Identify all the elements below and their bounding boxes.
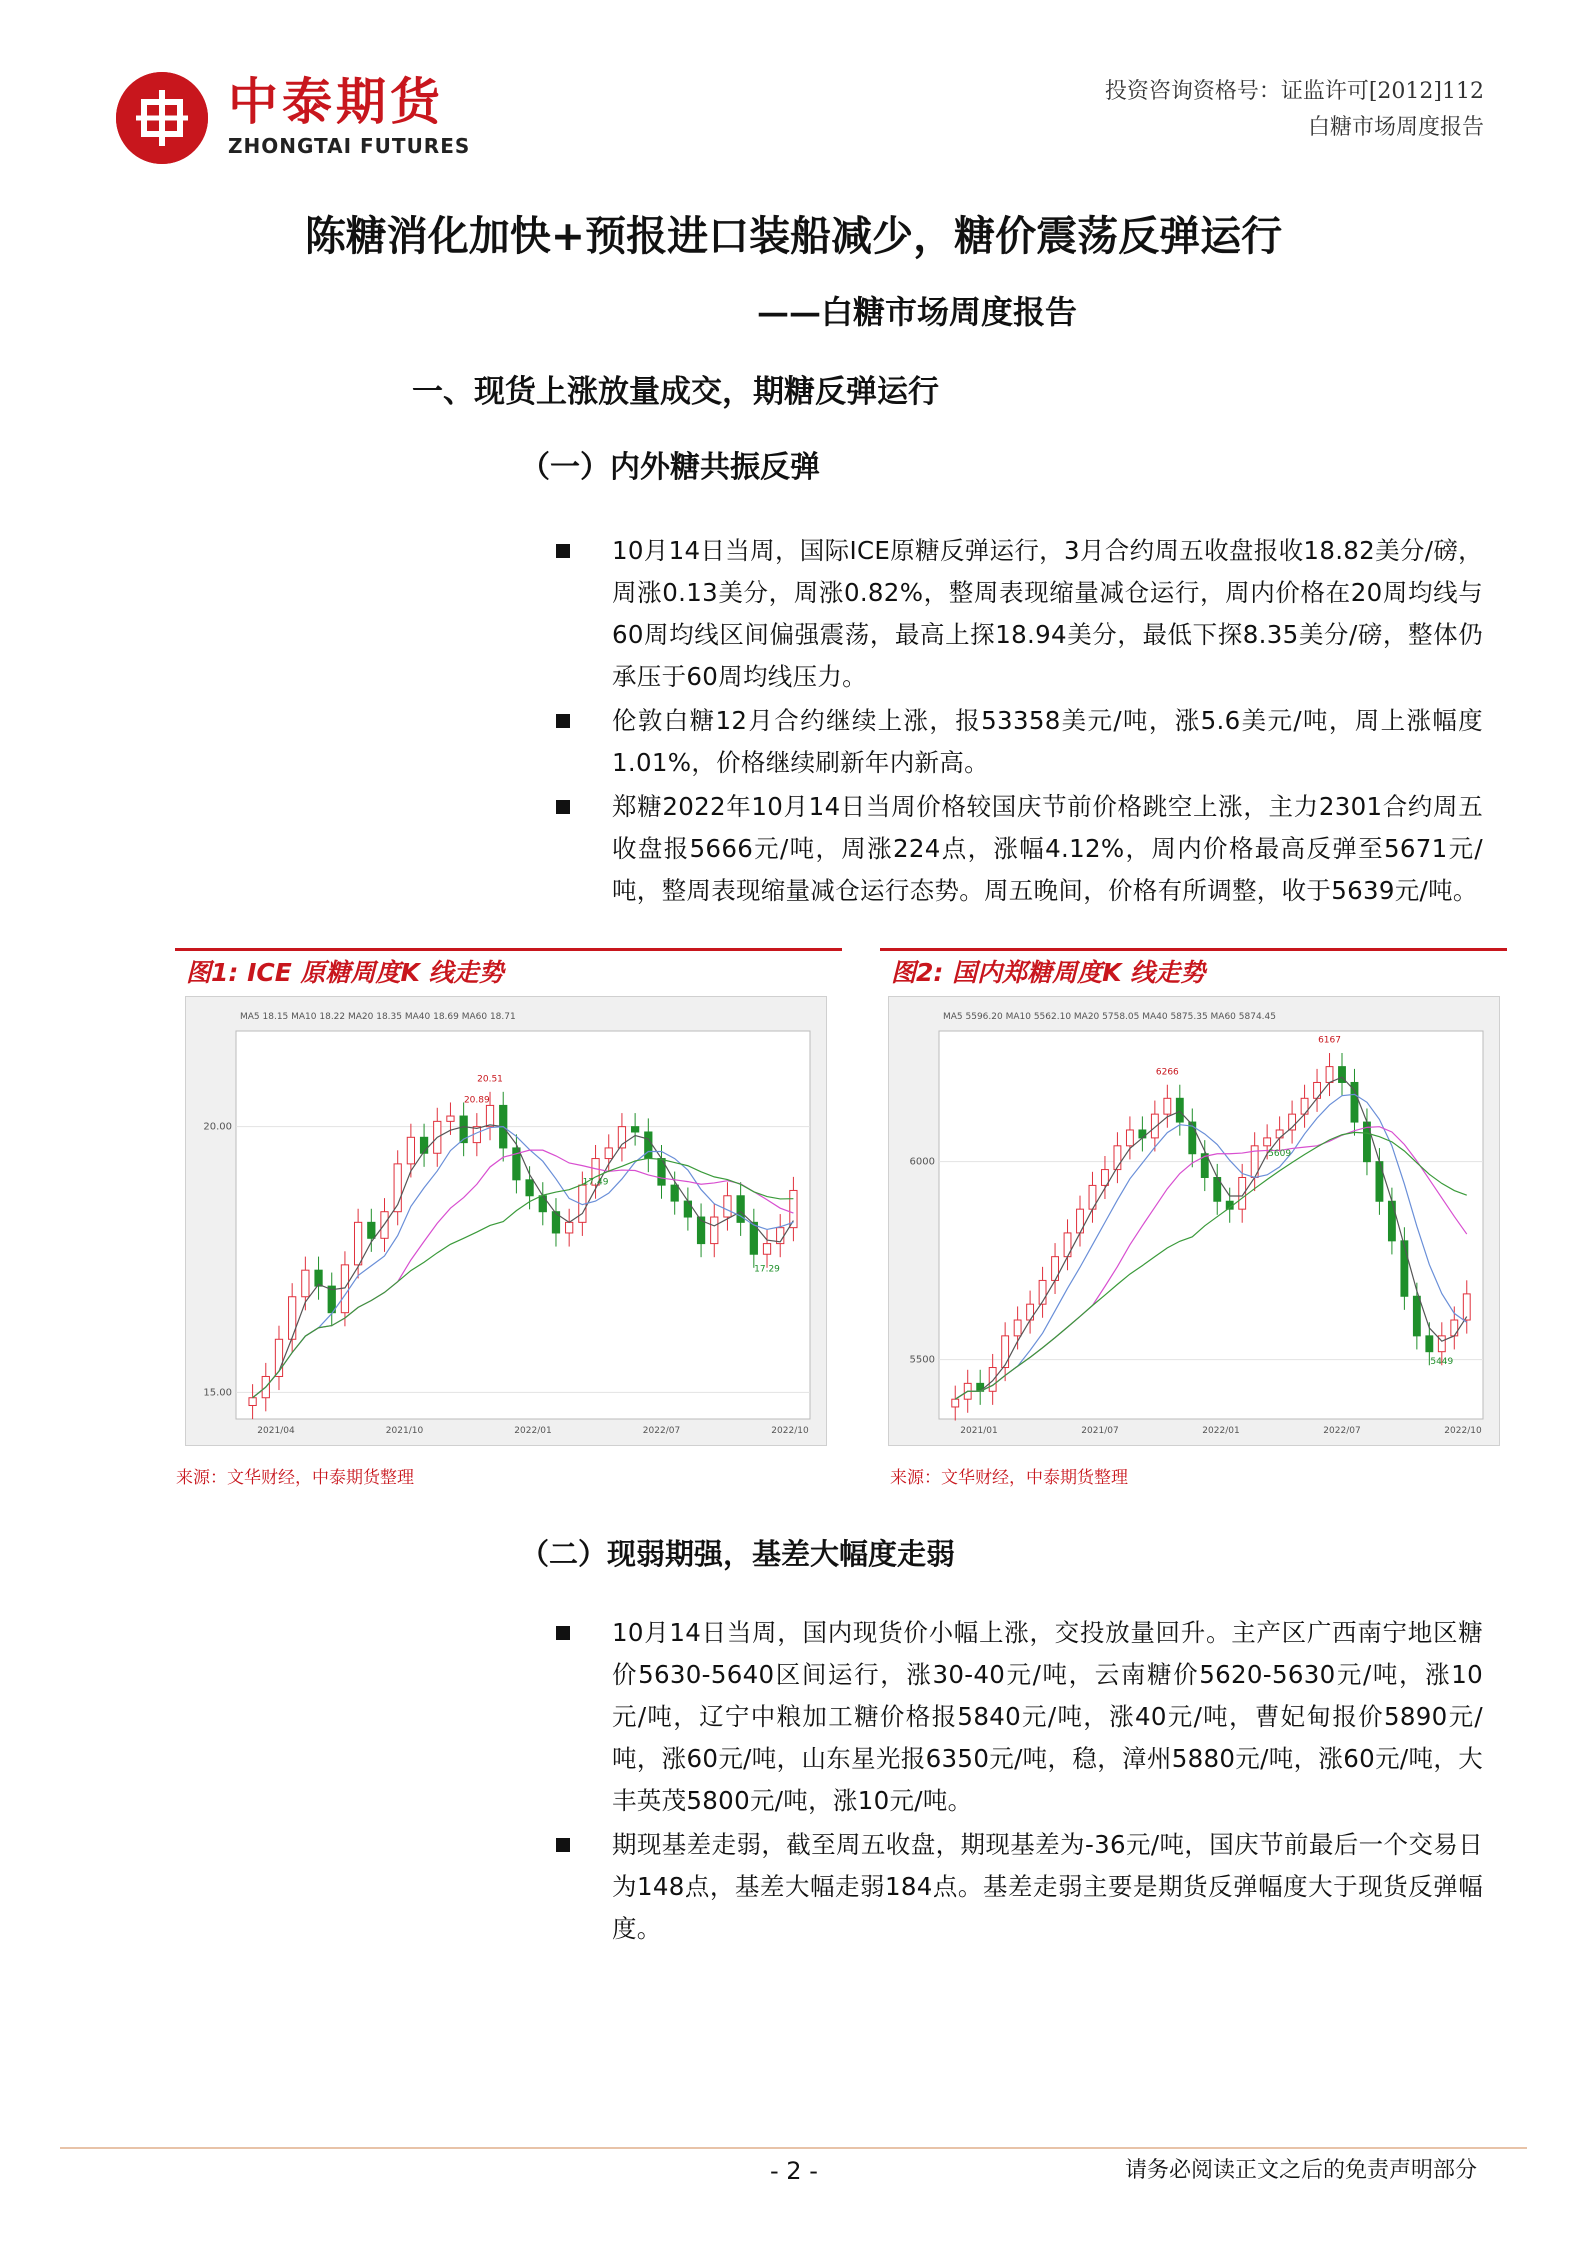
candle [952,1399,959,1407]
candle [1164,1098,1171,1114]
plot-area [939,1031,1483,1419]
figure-1-chart [185,996,827,1446]
header-info [1105,74,1484,146]
candle [724,1196,731,1217]
footer-rule [60,2147,1527,2149]
candle [1326,1067,1333,1083]
candle [989,1368,996,1392]
chart-legend: MA5 5596.20 MA10 5562.10 MA20 5758.05 MA40 5875.35 MA60 5874.45 [943,1012,1276,1022]
candle [790,1190,797,1227]
x-tick-label: 2022/10 [1444,1426,1482,1436]
bullet-square-icon [556,1626,570,1640]
bullet-square-icon [556,714,570,728]
candle [249,1398,256,1406]
figure-1-caption: 图1: ICE 原糖周度K 线走势 [186,958,504,987]
candle [526,1180,533,1196]
plot-area [236,1031,810,1419]
x-tick-label: 2021/01 [960,1426,998,1436]
x-tick-label: 2022/01 [514,1426,552,1436]
page-number: - 2 - [770,2157,818,2185]
figure-2-source: 来源：文华财经，中泰期货整理 [890,1468,1128,1488]
disclaimer-note: 请务必阅读正文之后的免责声明部分 [1124,2158,1477,2183]
bullet-list-2 [556,1612,1483,1950]
candle [631,1127,638,1132]
bullet-square-icon [556,544,570,558]
figure-2-caption: 图2: 国内郑糖周度K 线走势 [891,958,1206,987]
candle [711,1217,718,1244]
figure-2-chart [888,996,1500,1446]
y-tick-label: 6000 [909,1156,935,1168]
x-tick-label: 2021/04 [257,1426,295,1436]
candle [1463,1294,1470,1320]
candle [1176,1098,1183,1122]
report-name: 白糖市场周度报告 [1307,115,1484,140]
page-title: 陈糖消化加快+预报进口装船减少，糖价震荡反弹运行 [304,212,1283,260]
list-item: 郑糖2022年10月14日当周价格较国庆节前价格跳空上涨，主力2301合约周五收盘报5666元/吨，周涨224点，涨幅4.12%，周内价格最高反弹至5671元/吨，整周表现缩量减仓运行态势。周五晚间，价格有所调整，收于5639元/吨。 [556,786,1483,912]
candle [1426,1336,1433,1352]
x-tick-label: 2022/07 [1323,1426,1361,1436]
logo-mark-icon [116,72,208,164]
bullet-square-icon [556,1838,570,1852]
figure-1-rule [175,948,842,951]
candle [407,1137,414,1164]
figure-2-rule [880,948,1507,951]
price-annotation: 6167 [1318,1035,1341,1046]
x-tick-label: 2021/10 [385,1426,424,1436]
price-annotation: 17.29 [754,1264,780,1275]
company-logo [116,68,476,168]
page-subtitle: ——白糖市场周度报告 [757,293,1078,331]
price-annotation: 5609 [1268,1148,1292,1159]
section-heading: 一、现货上涨放量成交，期糖反弹运行 [412,374,939,410]
candle [1189,1122,1196,1154]
candle [763,1244,770,1255]
candle [1264,1138,1271,1146]
candle [671,1185,678,1201]
bullet-list-1 [556,530,1483,912]
candle [368,1222,375,1238]
figure-1-source: 来源：文华财经，中泰期货整理 [176,1468,414,1488]
y-tick-label: 15.00 [203,1387,232,1399]
list-item: 10月14日当周，国际ICE原糖反弹运行，3月合约周五收盘报收18.82美分/磅，周涨0.13美分，周涨0.82%，整周表现缩量减仓运行，周内价格在20周均线与60周均线区间偏强震荡，最高上探18.94美分，最低下探8.35美分/磅，整体仍承压于60周均线压力。 [556,530,1483,698]
zce-sugar-kline-chart [889,997,1499,1445]
candle [645,1132,652,1159]
subsection-heading-1: （一）内外糖共振反弹 [520,450,820,485]
y-tick-label: 5500 [909,1354,935,1366]
candle [354,1222,361,1265]
candle [289,1297,296,1340]
candle [1401,1241,1408,1296]
price-annotation: 20.89 [463,1095,490,1106]
logo-chinese-name: 中泰期货 [228,73,444,131]
subsection-heading-2: （二）现弱期强，基差大幅度走弱 [520,1537,956,1571]
x-tick-label: 2022/01 [1202,1426,1240,1436]
candle [302,1270,309,1297]
list-item: 伦敦白糖12月合约继续上涨，报53358美元/吨，涨5.6美元/吨，周上涨幅度1.01%，价格继续刷新年内新高。 [556,700,1483,784]
candle [447,1116,454,1121]
candle [1139,1130,1146,1138]
list-item: 10月14日当周，国内现货价小幅上涨，交投放量回升。主产区广西南宁地区糖价5630-5640区间运行，涨30-40元/吨，云南糖价5620-5630元/吨，涨10元/吨，辽宁中粮加工糖价格报5840元/吨，涨40元/吨，曹妃甸报价5890元/吨，涨60元/吨，山东星光报6350元/吨，稳，漳州5880元/吨，涨60元/吨，大丰英茂5800元/吨，涨10元/吨。 [556,1612,1483,1822]
logo-english-name: ZHONGTAI FUTURES [228,134,471,158]
candle [684,1201,691,1217]
candle [486,1105,493,1126]
candle [605,1148,612,1159]
chart-legend: MA5 18.15 MA10 18.22 MA20 18.35 MA40 18.69 MA60 18.71 [240,1012,516,1022]
candle [1002,1336,1009,1368]
price-annotation: 6266 [1155,1067,1179,1078]
candle [1451,1320,1458,1336]
candle [1027,1304,1034,1320]
license-number: 投资咨询资格号：证监许可[2012]112 [1104,79,1484,104]
bullet-square-icon [556,800,570,814]
candle [1014,1320,1021,1336]
list-item: 期现基差走弱，截至周五收盘，期现基差为-36元/吨，国庆节前最后一个交易日为148点，基差大幅走弱184点。基差走弱主要是期货反弹幅度大于现货反弹幅度。 [556,1824,1483,1950]
x-tick-label: 2021/07 [1081,1426,1119,1436]
price-annotation: 20.51 [477,1074,503,1085]
price-annotation: 17.49 [582,1177,609,1188]
candle [1413,1296,1420,1336]
price-annotation: 5449 [1430,1356,1454,1367]
y-tick-label: 20.00 [203,1121,232,1133]
candle [566,1222,573,1233]
candle [539,1196,546,1212]
candle [1126,1130,1133,1146]
candle [1276,1130,1283,1138]
x-tick-label: 2022/07 [642,1426,681,1436]
x-tick-label: 2022/10 [771,1426,809,1436]
candle [1388,1201,1395,1241]
ice-sugar-kline-chart [186,997,826,1445]
